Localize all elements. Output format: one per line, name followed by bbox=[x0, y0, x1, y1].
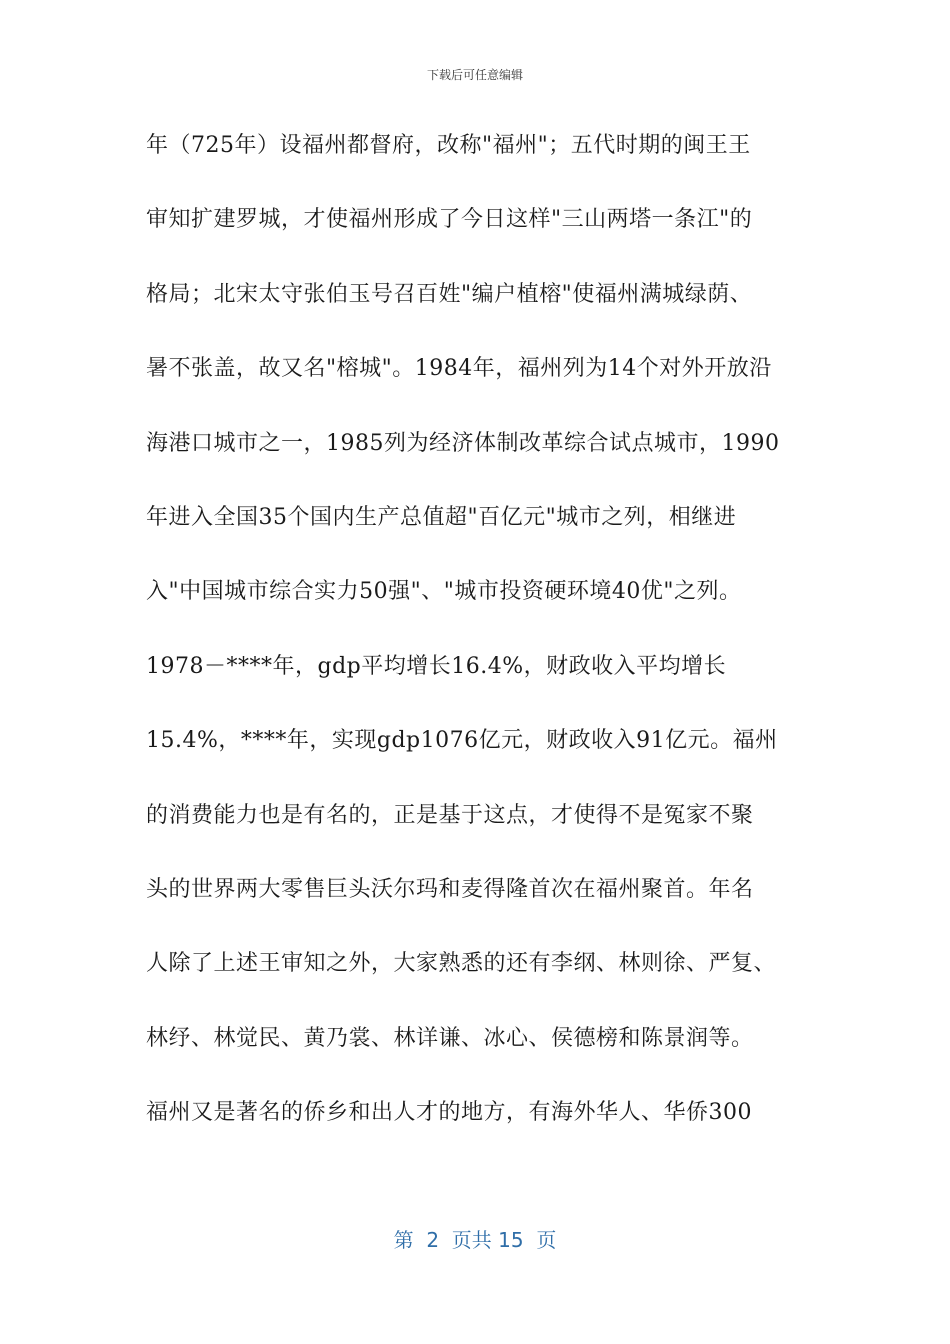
text-line: 海港口城市之一，1985列为经济体制改革综合试点城市，1990 bbox=[146, 430, 780, 456]
text-line: 年进入全国35个国内生产总值超"百亿元"城市之列，相继进 bbox=[146, 504, 737, 530]
text-line: 年（725年）设福州都督府，改称"福州"；五代时期的闽王王 bbox=[146, 133, 751, 158]
page-number: 第 2 页共 15 页 bbox=[393, 1228, 557, 1252]
text-line: 15.4%，****年，实现gdp1076亿元，财政收入91亿元。福州 bbox=[146, 728, 778, 754]
text-line: 人除了上述王审知之外，大家熟悉的还有李纲、林则徐、严复、 bbox=[146, 951, 777, 977]
text-line: 格局；北宋太守张伯玉号召百姓"编户植榕"使福州满城绿荫、 bbox=[146, 281, 753, 307]
text-line: 的消费能力也是有名的，正是基于这点，才使得不是冤家不聚 bbox=[146, 802, 754, 828]
text-line: 入"中国城市综合实力50强"、"城市投资硬环境40优"之列。 bbox=[146, 579, 742, 605]
header-note: 下载后可任意编辑 bbox=[426, 68, 523, 82]
text-line: 林纾、林觉民、黄乃裳、林详谦、冰心、侯德榜和陈景润等。 bbox=[146, 1025, 754, 1051]
text-line: 头的世界两大零售巨头沃尔玛和麦得隆首次在福州聚首。年名 bbox=[146, 876, 754, 902]
document-body bbox=[146, 124, 826, 1165]
text-line: 1978－****年，gdp平均增长16.4%，财政收入平均增长 bbox=[146, 653, 727, 679]
text-line: 福州又是著名的侨乡和出人才的地方，有海外华人、华侨300 bbox=[146, 1100, 752, 1126]
text-line: 审知扩建罗城，才使福州形成了今日这样"三山两塔一条江"的 bbox=[146, 207, 753, 233]
text-line: 暑不张盖，故又名"榕城"。1984年，福州列为14个对外开放沿 bbox=[146, 356, 772, 382]
